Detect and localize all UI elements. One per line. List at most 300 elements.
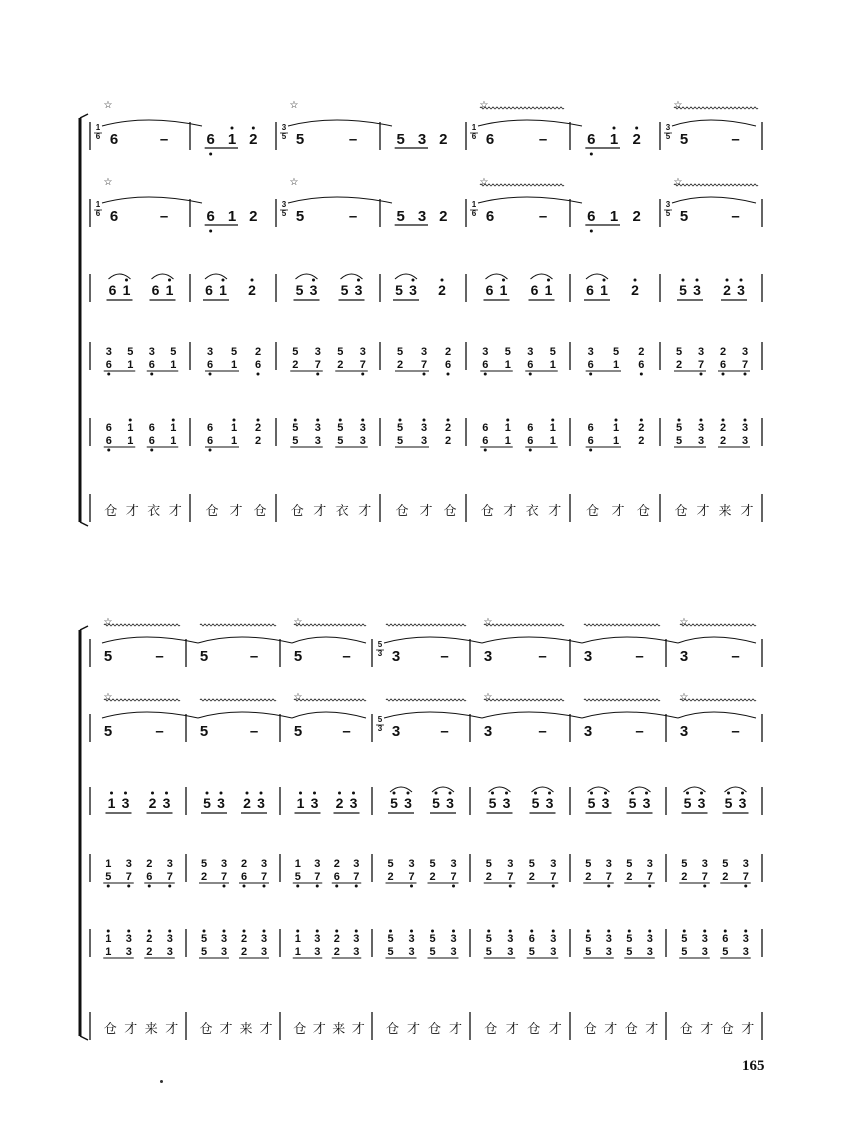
note: 6: [485, 131, 495, 148]
octave-dot: [150, 373, 153, 376]
chord-upper-note: 3: [646, 933, 653, 945]
note: 5: [390, 795, 398, 811]
chord-lower-note: 3: [166, 946, 173, 958]
note: 5: [293, 723, 303, 740]
note: 5: [587, 795, 596, 811]
system-bracket-hook: [80, 522, 88, 526]
octave-dot: [631, 792, 634, 795]
page-number: 165: [742, 1058, 765, 1074]
chord-lower-note: 7: [420, 359, 428, 371]
percussion-syllable: 衣: [335, 504, 349, 519]
percussion-syllable: 来: [144, 1022, 158, 1037]
percussion-syllable: 衣: [147, 504, 161, 519]
octave-dot: [529, 373, 532, 376]
chord-lower-note: 6: [527, 435, 534, 447]
note: 6: [205, 282, 213, 298]
octave-dot: [613, 127, 616, 130]
trill-wave: [104, 624, 180, 626]
measure: [104, 1021, 179, 1037]
octave-dot: [127, 930, 130, 933]
measure: [293, 1021, 365, 1037]
note: 5: [340, 282, 349, 298]
measure: [585, 208, 641, 233]
measure: [280, 100, 392, 148]
octave-dot: [355, 930, 358, 933]
chord-upper-note: 5: [387, 858, 394, 870]
slur: [629, 787, 651, 792]
note: 2: [631, 282, 639, 298]
octave-dot: [407, 792, 410, 795]
grace-note: 3: [281, 123, 287, 132]
percussion-syllable: 才: [604, 1022, 618, 1037]
chord-lower-note: 6: [240, 871, 248, 883]
measure: [679, 858, 751, 888]
slur: [531, 274, 553, 279]
octave-dot: [294, 419, 297, 422]
measure: [585, 127, 641, 156]
chord-upper-note: 6: [482, 422, 489, 434]
chord-lower-note: 2: [528, 871, 535, 883]
note: 3: [391, 723, 401, 740]
chord-lower-note: 3: [605, 946, 612, 958]
measure: [386, 930, 459, 959]
chord-lower-note: 6: [638, 359, 645, 371]
sustain-dash: –: [635, 648, 644, 665]
grace-note: 1: [95, 123, 101, 132]
note: 2: [335, 795, 344, 811]
octave-dot: [678, 419, 681, 422]
note: 5: [199, 723, 209, 740]
chord-upper-note: 5: [675, 422, 683, 434]
note: 3: [121, 795, 130, 811]
octave-dot: [615, 419, 618, 422]
octave-dot: [552, 885, 555, 888]
chord-upper-note: 5: [230, 346, 238, 358]
chord-lower-note: 6: [105, 435, 112, 447]
trill-wave: [294, 624, 366, 626]
octave-dot: [335, 885, 338, 888]
note: 1: [499, 282, 508, 298]
measure: [293, 930, 362, 959]
chord-lower-note: 1: [230, 435, 238, 447]
octave-dot: [505, 792, 508, 795]
octave-dot: [509, 930, 512, 933]
note: 5: [293, 648, 303, 665]
chord-upper-note: 5: [429, 858, 436, 870]
octave-dot: [209, 230, 212, 233]
octave-dot: [487, 930, 490, 933]
octave-dot: [263, 930, 266, 933]
chord-upper-note: 5: [200, 933, 208, 945]
tie-slur: [678, 712, 756, 718]
percussion-syllable: 仓: [443, 504, 457, 519]
chord-lower-note: 5: [429, 946, 436, 958]
star-mark: ☆: [483, 617, 493, 628]
chord-lower-note: 5: [722, 946, 729, 958]
tie-slur: [198, 637, 292, 643]
measure: [583, 930, 655, 959]
chord-lower-note: 3: [550, 946, 557, 958]
percussion-syllable: 才: [351, 1022, 365, 1037]
tie-slur: [478, 197, 582, 203]
octave-dot: [590, 792, 593, 795]
chord-lower-note: 2: [626, 871, 633, 883]
staff-row-melody: [90, 692, 762, 742]
chord-upper-note: 5: [387, 933, 394, 945]
chord-upper-note: 3: [697, 346, 705, 358]
grace-note: 1: [95, 200, 101, 209]
trill-wave: [200, 624, 276, 626]
sustain-dash: –: [159, 208, 169, 225]
chord-lower-note: 3: [697, 435, 705, 447]
note: 3: [679, 723, 689, 740]
measure: [679, 930, 751, 959]
measure: [205, 127, 258, 156]
octave-dot: [589, 449, 592, 452]
chord-lower-note: 6: [148, 435, 155, 447]
note: 1: [227, 131, 237, 148]
sustain-dash: –: [731, 131, 740, 148]
chord-lower-note: 1: [504, 435, 511, 447]
tie-slur: [478, 120, 582, 126]
system-bracket-hook: [80, 114, 88, 118]
measure: [674, 419, 750, 448]
octave-dot: [313, 792, 316, 795]
percussion-syllable: 仓: [484, 1022, 498, 1037]
octave-dot: [548, 792, 551, 795]
chord-lower-note: 1: [504, 359, 511, 371]
note: 5: [295, 208, 305, 225]
chord-upper-note: 3: [587, 346, 594, 358]
chord-lower-note: 7: [605, 871, 612, 883]
measure: [482, 617, 582, 665]
measure: [393, 274, 446, 300]
octave-dot: [590, 153, 593, 156]
measure: [470, 100, 582, 148]
octave-dot: [590, 230, 593, 233]
chord-lower-note: 2: [254, 435, 262, 447]
chord-lower-note: 2: [396, 359, 404, 371]
sustain-dash: –: [342, 648, 351, 665]
percussion-syllable: 才: [124, 1022, 138, 1037]
note: 1: [600, 282, 608, 298]
measure: [586, 346, 645, 376]
note: 6: [587, 208, 596, 225]
measure: [584, 1021, 659, 1037]
chord-upper-note: 3: [260, 933, 268, 945]
note: 2: [439, 131, 448, 148]
octave-dot: [506, 419, 509, 422]
note: 2: [148, 795, 157, 811]
measure: [664, 100, 758, 148]
measure: [586, 787, 653, 813]
star-mark: ☆: [483, 692, 493, 703]
slur: [341, 274, 363, 279]
octave-dot: [246, 792, 249, 795]
octave-dot: [741, 792, 744, 795]
slur: [486, 274, 508, 279]
chord-upper-note: 3: [359, 346, 366, 358]
chord-upper-note: 6: [722, 933, 729, 945]
chord-lower-note: 3: [408, 946, 415, 958]
octave-dot: [431, 930, 434, 933]
grace-note: 6: [95, 209, 101, 218]
octave-dot: [107, 885, 110, 888]
octave-dot: [251, 279, 254, 282]
chord-upper-note: 1: [170, 422, 177, 434]
note: 6: [485, 208, 495, 225]
star-mark: ☆: [679, 692, 689, 703]
octave-dot: [107, 449, 110, 452]
chord-upper-note: 3: [605, 933, 612, 945]
note: 3: [583, 648, 593, 665]
measure: [103, 930, 175, 959]
chord-lower-note: 1: [170, 359, 177, 371]
star-mark: ☆: [479, 177, 489, 188]
chord-upper-note: 2: [146, 933, 153, 945]
chord-upper-note: 2: [719, 422, 727, 434]
chord-upper-note: 3: [314, 422, 321, 434]
chord-upper-note: 5: [626, 933, 633, 945]
sustain-dash: –: [155, 723, 164, 740]
measure: [395, 346, 451, 376]
staff-row-chord: [90, 929, 762, 958]
tie-slur: [482, 637, 582, 643]
octave-dot: [604, 792, 607, 795]
grace-note: 6: [95, 132, 101, 141]
chord-upper-note: 3: [260, 858, 268, 870]
chord-lower-note: 3: [125, 946, 132, 958]
octave-dot: [645, 792, 648, 795]
sustain-dash: –: [348, 131, 358, 148]
note: 3: [162, 795, 171, 811]
measure: [106, 792, 173, 814]
octave-dot: [552, 930, 555, 933]
chord-lower-note: 6: [333, 871, 340, 883]
percussion-syllable: 仓: [636, 504, 650, 519]
octave-dot: [634, 279, 637, 282]
tie-slur: [672, 197, 756, 203]
percussion-syllable: 仓: [253, 504, 267, 519]
slur: [489, 787, 511, 792]
chord-upper-note: 5: [485, 933, 492, 945]
chord-lower-note: 3: [314, 946, 321, 958]
note: 1: [296, 795, 305, 811]
chord-lower-note: 5: [396, 435, 404, 447]
measure: [386, 1021, 462, 1037]
star-mark: ☆: [293, 692, 303, 703]
note: 3: [483, 648, 493, 665]
trill-wave: [200, 699, 276, 701]
chord-lower-note: 3: [741, 435, 749, 447]
percussion-syllable: 仓: [293, 1022, 307, 1037]
note: 3: [601, 795, 610, 811]
octave-dot: [172, 419, 175, 422]
chord-upper-note: 1: [105, 858, 112, 870]
octave-dot: [361, 419, 364, 422]
chord-upper-note: 3: [697, 422, 705, 434]
chord-upper-note: 3: [605, 858, 612, 870]
note: 1: [544, 282, 553, 298]
note: 3: [404, 795, 412, 811]
chord-lower-note: 2: [719, 435, 727, 447]
chord-upper-note: 3: [220, 858, 228, 870]
octave-dot: [233, 419, 236, 422]
octave-dot: [231, 127, 234, 130]
slur: [152, 274, 174, 279]
chord-lower-note: 2: [675, 359, 683, 371]
chord-upper-note: 2: [333, 933, 340, 945]
chord-upper-note: 3: [527, 346, 534, 358]
chord-lower-note: 2: [146, 946, 153, 958]
octave-dot: [127, 885, 130, 888]
chord-lower-note: 2: [337, 359, 344, 371]
chord-upper-note: 3: [550, 933, 557, 945]
chord-lower-note: 2: [485, 871, 492, 883]
octave-dot: [530, 930, 533, 933]
chord-upper-note: 5: [292, 346, 299, 358]
octave-dot: [243, 885, 246, 888]
measure: [674, 346, 750, 376]
measure: [582, 699, 678, 740]
chord-upper-note: 3: [314, 346, 321, 358]
octave-dot: [529, 449, 532, 452]
chord-lower-note: 6: [105, 359, 112, 371]
octave-dot: [441, 279, 444, 282]
octave-dot: [648, 885, 651, 888]
octave-dot: [607, 885, 610, 888]
chord-lower-note: 7: [646, 871, 653, 883]
octave-dot: [551, 419, 554, 422]
measure: [395, 503, 456, 519]
chord-upper-note: 2: [146, 858, 153, 870]
chord-lower-note: 3: [450, 946, 457, 958]
chord-lower-note: 7: [314, 871, 321, 883]
grace-note: 1: [471, 200, 477, 209]
note: 3: [545, 795, 554, 811]
chord-upper-note: 2: [254, 346, 262, 358]
chord-upper-note: 3: [105, 346, 112, 358]
chord-lower-note: 3: [742, 946, 749, 958]
percussion-syllable: 才: [700, 1022, 714, 1037]
note: 3: [409, 282, 417, 298]
note: 3: [217, 795, 225, 811]
note: 6: [151, 282, 160, 298]
percussion-syllable: 才: [125, 504, 139, 519]
chord-lower-note: 3: [420, 435, 428, 447]
slur: [588, 787, 610, 792]
sustain-dash: –: [538, 131, 548, 148]
octave-dot: [502, 279, 505, 282]
sustain-dash: –: [635, 723, 644, 740]
tie-slur: [288, 197, 392, 203]
measure: [480, 419, 558, 452]
percussion-syllable: 才: [448, 1022, 463, 1037]
note: 3: [738, 795, 747, 811]
note: 2: [249, 131, 258, 148]
chord-upper-note: 3: [206, 346, 214, 358]
grace-note: 5: [377, 640, 383, 649]
note: 2: [632, 208, 641, 225]
octave-dot: [203, 930, 206, 933]
chord-lower-note: 6: [587, 435, 594, 447]
octave-dot: [589, 373, 592, 376]
percussion-syllable: 才: [611, 504, 625, 519]
octave-dot: [148, 930, 151, 933]
octave-dot: [168, 885, 171, 888]
chord-upper-note: 5: [681, 933, 688, 945]
sustain-dash: –: [348, 208, 358, 225]
measure: [103, 858, 175, 888]
note: 3: [693, 282, 701, 298]
chord-lower-note: 6: [482, 435, 489, 447]
chord-lower-note: 5: [485, 946, 492, 958]
trill-wave: [680, 699, 756, 701]
octave-dot: [700, 373, 703, 376]
percussion-syllable: 仓: [624, 1022, 638, 1037]
chord-upper-note: 2: [638, 422, 645, 434]
note: 6: [586, 282, 594, 298]
chord-upper-note: 6: [528, 933, 535, 945]
note: 2: [248, 282, 256, 298]
chord-upper-note: 5: [504, 346, 511, 358]
note: 3: [354, 282, 363, 298]
chord-lower-note: 6: [148, 359, 155, 371]
chord-upper-note: 3: [482, 346, 489, 358]
chord-lower-note: 6: [587, 359, 594, 371]
measure: [484, 930, 559, 959]
percussion-syllable: 才: [259, 1022, 273, 1037]
note: 6: [485, 282, 494, 298]
chord-lower-note: 1: [612, 359, 620, 371]
percussion-syllable: 仓: [720, 1022, 734, 1037]
star-mark: ☆: [103, 617, 113, 628]
chord-upper-note: 5: [626, 858, 633, 870]
chord-upper-note: 1: [127, 422, 134, 434]
chord-upper-note: 5: [722, 858, 729, 870]
note: 5: [295, 131, 305, 148]
octave-dot: [223, 930, 226, 933]
system-bracket-hook: [80, 626, 88, 630]
octave-dot: [220, 792, 223, 795]
grace-note: 3: [281, 200, 287, 209]
percussion-syllable: 才: [548, 504, 562, 519]
chord-lower-note: 7: [314, 359, 321, 371]
octave-dot: [423, 373, 426, 376]
note: 1: [609, 131, 619, 148]
octave-dot: [243, 930, 246, 933]
note: 3: [446, 795, 454, 811]
measure: [205, 208, 258, 233]
note: 5: [295, 282, 304, 298]
octave-dot: [534, 792, 537, 795]
octave-dot: [209, 373, 212, 376]
tie-slur: [288, 120, 392, 126]
measure: [290, 419, 368, 448]
octave-dot: [399, 419, 402, 422]
note: 3: [697, 795, 706, 811]
note: 5: [396, 208, 405, 225]
star-mark: ☆: [103, 100, 113, 111]
star-mark: ☆: [673, 177, 683, 188]
tie-slur: [292, 712, 366, 718]
star-mark: ☆: [103, 692, 113, 703]
slur: [109, 274, 131, 279]
octave-dot: [312, 279, 315, 282]
note: 5: [396, 131, 405, 148]
percussion-syllable: 才: [645, 1022, 659, 1037]
measure: [104, 346, 179, 376]
